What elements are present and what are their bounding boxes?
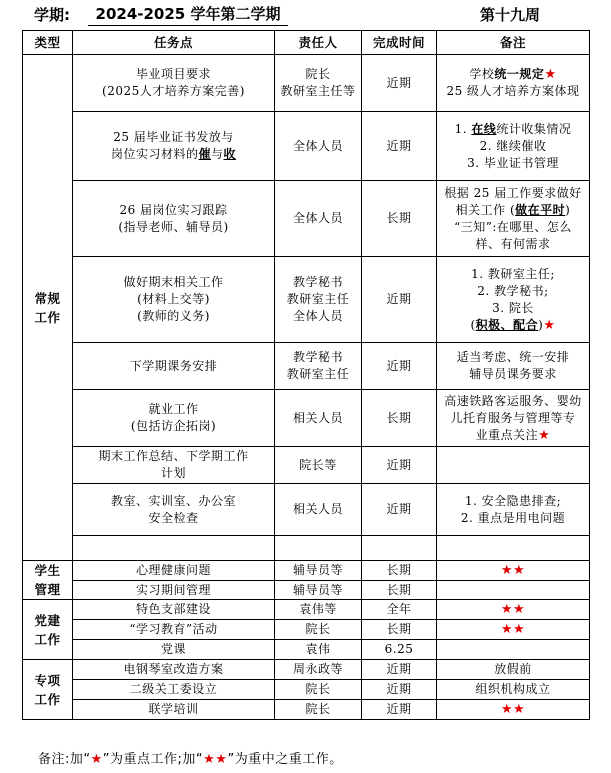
- table-row: [23, 112, 590, 181]
- note-cell: [437, 620, 590, 640]
- table-row: [23, 700, 590, 720]
- table-row-empty: [23, 536, 590, 561]
- task-cell: 下学期课务安排: [73, 343, 275, 390]
- time-cell: 长期: [362, 181, 437, 257]
- category-party: 党建 工作: [23, 600, 73, 660]
- note-cell: 1. 安全隐患排查; 2. 重点是用电问题: [437, 484, 590, 536]
- owner-cell: 全体人员: [275, 112, 362, 181]
- legend-note: 备注:加“★”为重点工作;加“★★”为重中之重工作。: [38, 752, 343, 767]
- page-header: [0, 0, 611, 26]
- time-cell: 6.25: [362, 640, 437, 660]
- category-special: 专项 工作: [23, 660, 73, 720]
- category-routine: 常规 工作: [23, 55, 73, 561]
- time-cell: 近期: [362, 112, 437, 181]
- time-cell: 长期: [362, 620, 437, 640]
- task-cell: 毕业项目要求 (2025人才培养方案完善): [73, 55, 275, 112]
- time-cell: 近期: [362, 680, 437, 700]
- note-cell: [437, 447, 590, 484]
- owner-cell: 袁伟等: [275, 600, 362, 620]
- task-cell: 教室、实训室、办公室 安全检查: [73, 484, 275, 536]
- owner-cell: 院长 教研室主任等: [275, 55, 362, 112]
- star-icon: ★: [543, 317, 556, 333]
- category-student: 学生 管理: [23, 561, 73, 600]
- note-cell: [437, 600, 590, 620]
- time-cell: 全年: [362, 600, 437, 620]
- time-cell: 近期: [362, 700, 437, 720]
- table-row: [23, 620, 590, 640]
- time-cell: 长期: [362, 390, 437, 447]
- table-header-row: [23, 31, 590, 55]
- term-value: 2024-2025 学年第二学期: [88, 3, 288, 26]
- time-cell: 近期: [362, 447, 437, 484]
- note-cell: 适当考虑、统一安排 辅导员课务要求: [437, 343, 590, 390]
- owner-cell: 全体人员: [275, 181, 362, 257]
- note-cell: [437, 640, 590, 660]
- table-row: [23, 680, 590, 700]
- table-row: [23, 640, 590, 660]
- owner-cell: 院长等: [275, 447, 362, 484]
- double-star-icon: ★★: [500, 563, 526, 578]
- owner-cell: 相关人员: [275, 484, 362, 536]
- owner-cell: 相关人员: [275, 390, 362, 447]
- time-cell: 近期: [362, 55, 437, 112]
- note-cell: [437, 561, 590, 581]
- time-cell: 近期: [362, 660, 437, 680]
- owner-cell: 院长: [275, 700, 362, 720]
- note-cell: 放假前: [437, 660, 590, 680]
- note-cell: 组织机构成立: [437, 680, 590, 700]
- star-icon: ★: [544, 67, 557, 82]
- task-cell: 特色支部建设: [73, 600, 275, 620]
- week-label: 第十九周: [480, 6, 541, 24]
- time-cell: 长期: [362, 581, 437, 600]
- term-label: 学期:: [34, 6, 70, 24]
- table-row: [23, 181, 590, 257]
- task-cell: 期末工作总结、下学期工作 计划: [73, 447, 275, 484]
- note-cell: 1. 教研室主任; 2. 教学秘书; 3. 院长 (积极、配合)★: [437, 257, 590, 343]
- note-cell: 根据 25 届工作要求做好 相关工作 (做在平时) “三知”:在哪里、怎么 样、有何需求: [437, 181, 590, 257]
- task-cell: 电钢琴室改造方案: [73, 660, 275, 680]
- table-row: [23, 257, 590, 343]
- table-row: [23, 447, 590, 484]
- time-cell: 近期: [362, 343, 437, 390]
- owner-cell: 周永政等: [275, 660, 362, 680]
- table-row: [23, 660, 590, 680]
- task-cell: “学习教育”活动: [73, 620, 275, 640]
- col-header-type: 类型: [23, 31, 73, 55]
- note-cell: [437, 581, 590, 600]
- task-cell: 心理健康问题: [73, 561, 275, 581]
- task-cell: 实习期间管理: [73, 581, 275, 600]
- star-icon: ★: [90, 752, 103, 767]
- col-header-owner: 责任人: [275, 31, 362, 55]
- task-cell: 二级关工委设立: [73, 680, 275, 700]
- table-row: [23, 55, 590, 112]
- task-cell: 26 届岗位实习跟踪 (指导老师、辅导员): [73, 181, 275, 257]
- double-star-icon: ★★: [500, 602, 526, 617]
- task-cell: 25 届毕业证书发放与 岗位实习材料的催与收: [73, 112, 275, 181]
- owner-cell: 辅导员等: [275, 561, 362, 581]
- owner-cell: 院长: [275, 680, 362, 700]
- task-cell: 联学培训: [73, 700, 275, 720]
- time-cell: 近期: [362, 257, 437, 343]
- owner-cell: 教学秘书 教研室主任: [275, 343, 362, 390]
- work-plan-table: [22, 30, 590, 720]
- table-row: [23, 484, 590, 536]
- task-cell: 做好期末相关工作 (材料上交等) (教师的义务): [73, 257, 275, 343]
- table-row: [23, 343, 590, 390]
- star-icon: ★: [538, 427, 551, 443]
- note-cell: 1. 在线统计收集情况 2. 继续催收 3. 毕业证书管理: [437, 112, 590, 181]
- table-row: [23, 561, 590, 581]
- owner-cell: 教学秘书 教研室主任 全体人员: [275, 257, 362, 343]
- time-cell: 长期: [362, 561, 437, 581]
- owner-cell: 辅导员等: [275, 581, 362, 600]
- table-row: [23, 581, 590, 600]
- owner-cell: 袁伟: [275, 640, 362, 660]
- col-header-task: 任务点: [73, 31, 275, 55]
- col-header-note: 备注: [437, 31, 590, 55]
- owner-cell: 院长: [275, 620, 362, 640]
- table-row: [23, 390, 590, 447]
- col-header-time: 完成时间: [362, 31, 437, 55]
- double-star-icon: ★★: [500, 622, 526, 637]
- note-cell: 高速铁路客运服务、婴幼 儿托育服务与管理等专 业重点关注★: [437, 390, 590, 447]
- double-star-icon: ★★: [203, 752, 228, 767]
- time-cell: 近期: [362, 484, 437, 536]
- task-cell: 党课: [73, 640, 275, 660]
- double-star-icon: ★★: [500, 702, 526, 717]
- note-cell: [437, 700, 590, 720]
- table-row: [23, 600, 590, 620]
- task-cell: 就业工作 (包括访企拓岗): [73, 390, 275, 447]
- note-cell: 学校统一规定★ 25 级人才培养方案体现: [437, 55, 590, 112]
